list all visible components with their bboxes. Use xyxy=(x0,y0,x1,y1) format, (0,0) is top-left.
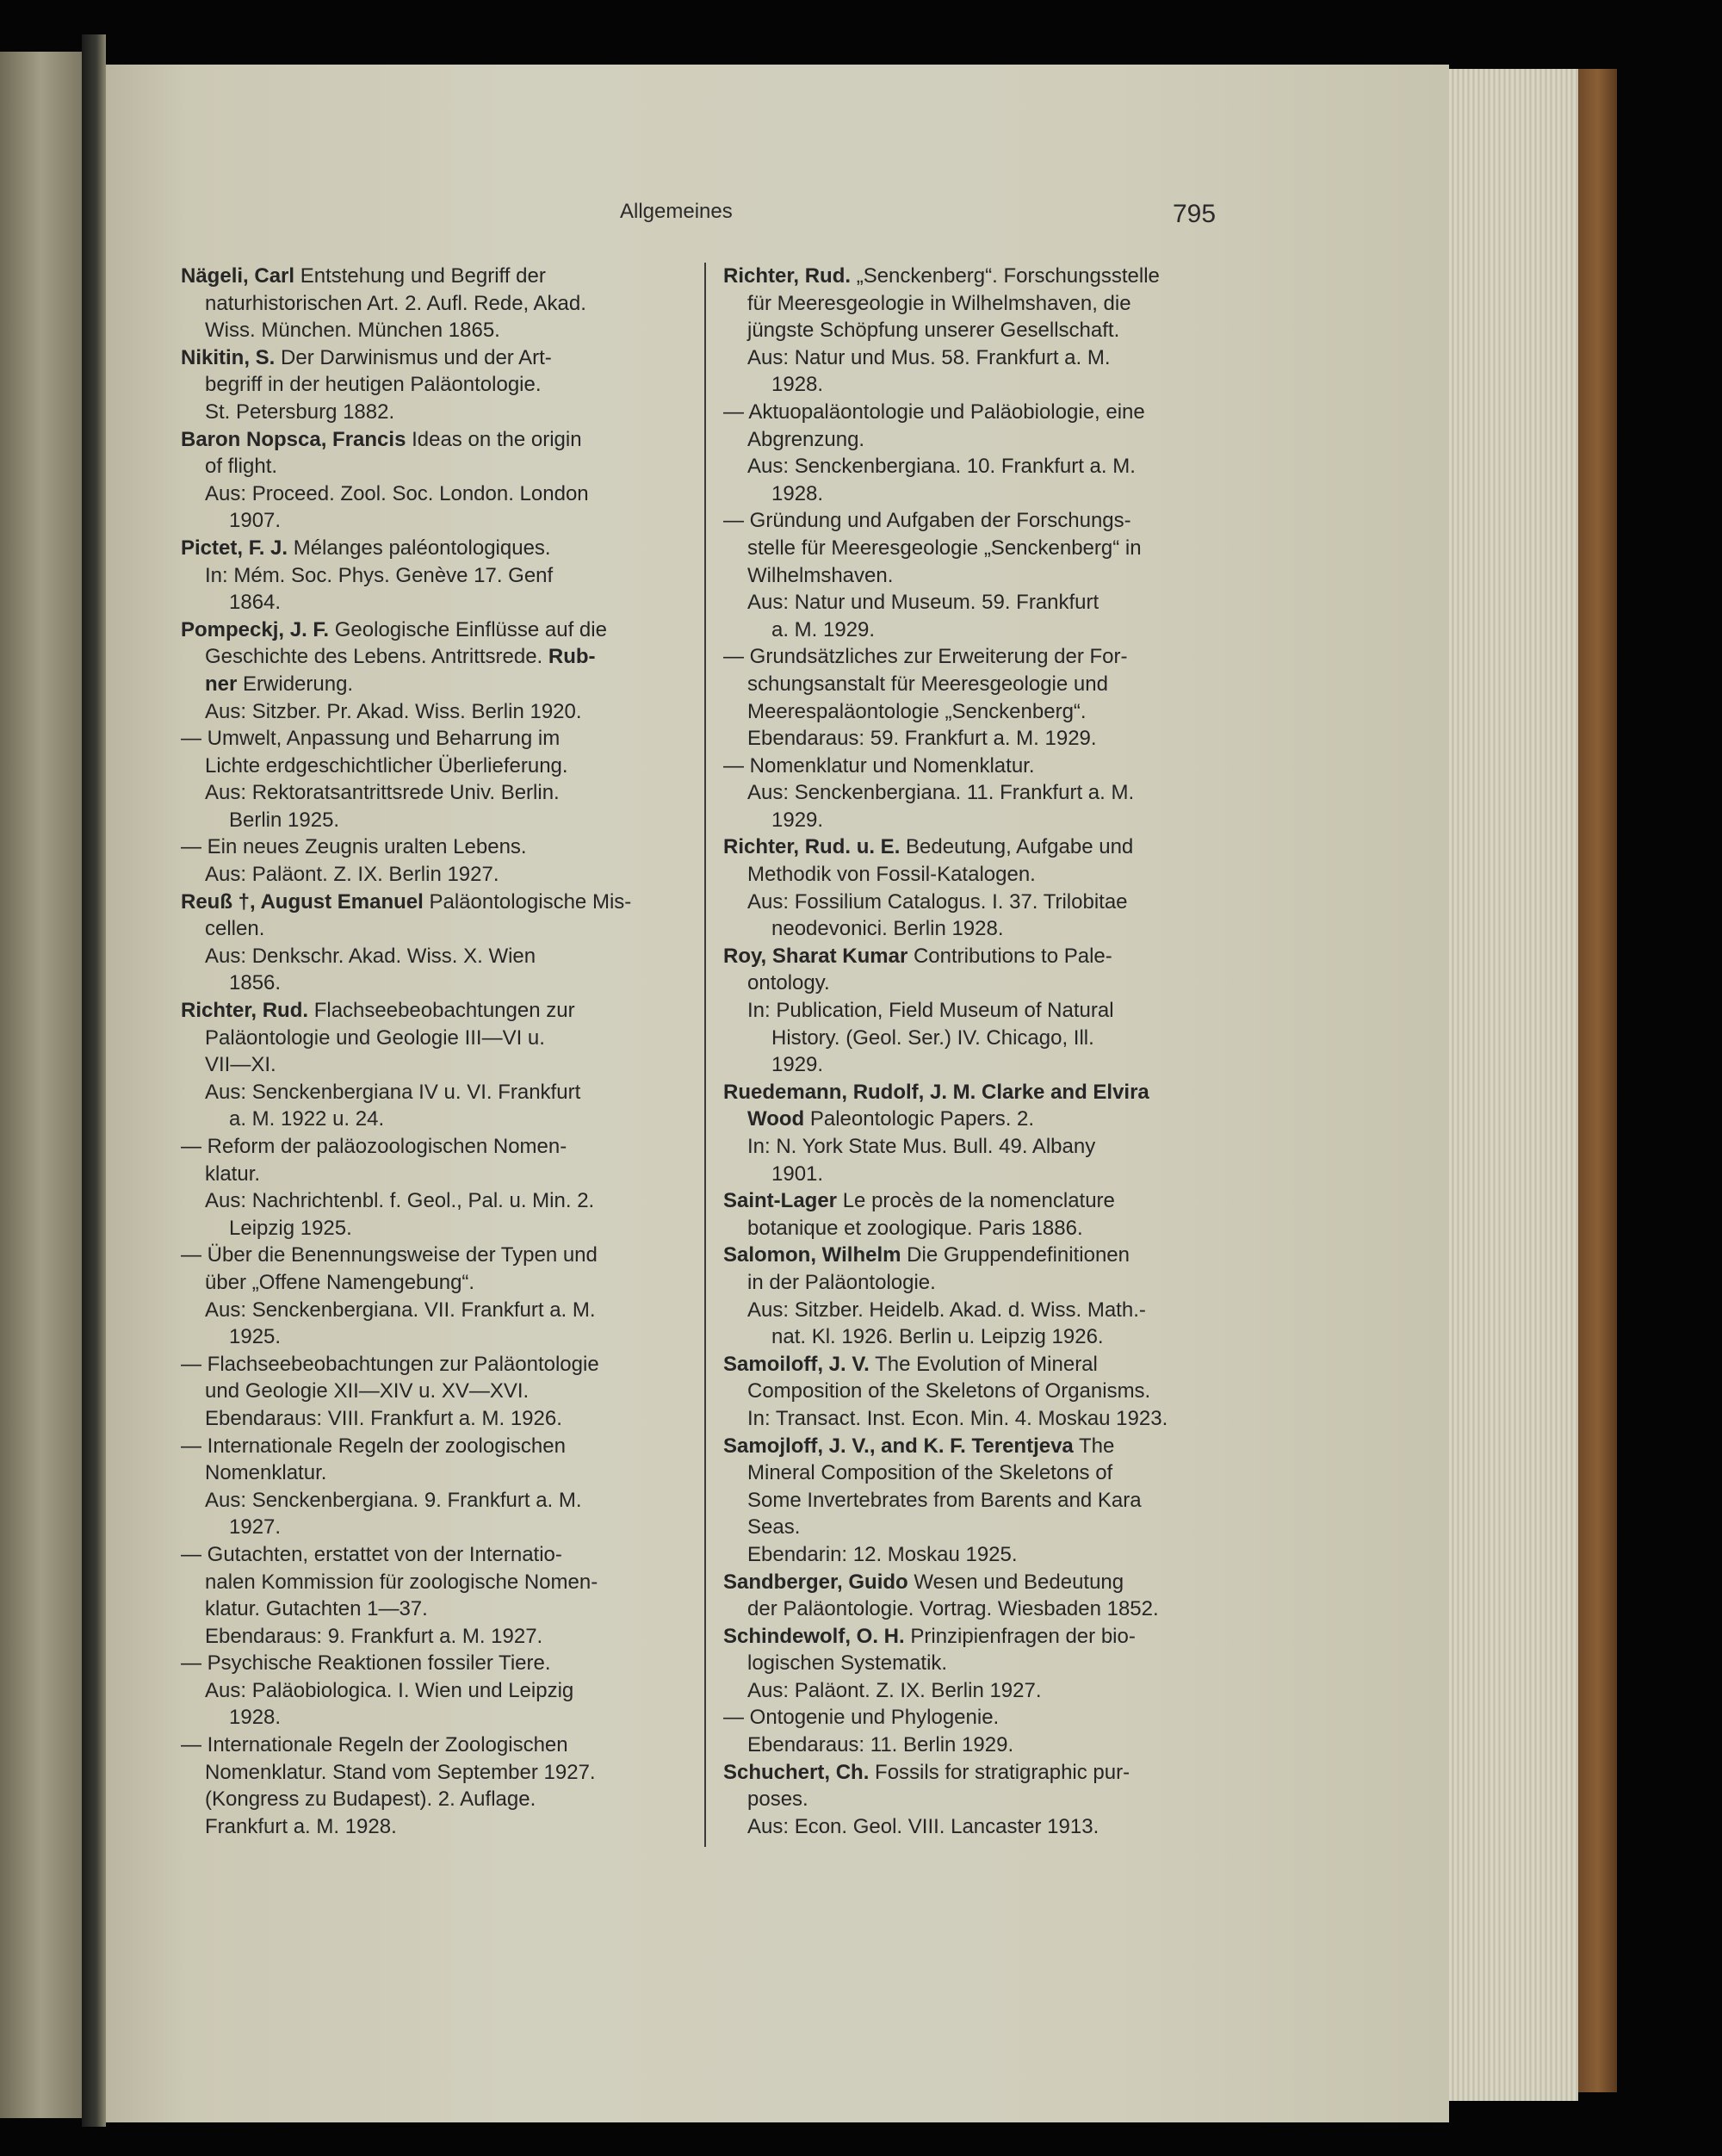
entry-line: 1864. xyxy=(229,591,282,615)
entry-line: Aus: Paläobiologica. I. Wien und Leipzig xyxy=(205,1678,574,1702)
entry-line: Methodik von Fossil-Katalogen. xyxy=(747,863,1036,887)
entry-line: 1928. xyxy=(771,373,824,397)
entry-line: Salomon, Wilhelm Die Gruppendefinitionen xyxy=(723,1243,1130,1267)
entry-line: Mineral Composition of the Skeletons of xyxy=(747,1461,1113,1485)
entry-line: Nikitin, S. Der Darwinismus und der Art- xyxy=(181,345,552,369)
entry-line: botanique et zoologique. Paris 1886. xyxy=(747,1216,1083,1240)
entry-line: Aus: Senckenbergiana. 9. Frankfurt a. M. xyxy=(205,1488,582,1512)
entry-line: In: N. York State Mus. Bull. 49. Albany xyxy=(747,1135,1096,1158)
entry-line: Meerespaläontologie „Senckenberg“. xyxy=(747,699,1087,723)
entry-line: — Gutachten, erstattet von der Internatio- xyxy=(181,1542,562,1566)
entry-line: Roy, Sharat Kumar Contributions to Pale- xyxy=(723,944,1112,968)
entry-line: — Über die Benennungsweise der Typen und xyxy=(181,1243,598,1267)
entry-line: Aus: Rektoratsantrittsrede Univ. Berlin. xyxy=(205,781,560,805)
entry-line: Ruedemann, Rudolf, J. M. Clarke and Elvira xyxy=(723,1080,1149,1104)
entry-line: Richter, Rud. Flachseebeobachtungen zur xyxy=(181,999,575,1023)
entry-line: ner Erwiderung. xyxy=(205,672,354,696)
entry-line: Schindewolf, O. H. Prinzipienfragen der bio- xyxy=(723,1624,1136,1648)
entry-line: — Internationale Regeln der Zoologischen xyxy=(181,1733,568,1757)
entry-line: Aus: Senckenbergiana. 10. Frankfurt a. M. xyxy=(747,455,1136,479)
entry-line: 1927. xyxy=(229,1515,282,1540)
entry-line: 1929. xyxy=(771,1053,824,1077)
bibliography-entry xyxy=(181,1541,691,1650)
entry-line: 1856. xyxy=(229,971,282,995)
bibliography-entry xyxy=(723,943,1233,1079)
page-number: 795 xyxy=(1173,200,1217,228)
entry-line: In: Transact. Inst. Econ. Min. 4. Moskau 1923. xyxy=(747,1406,1168,1430)
entry-line: klatur. xyxy=(205,1162,261,1186)
entry-line: — Internationale Regeln der zoologischen xyxy=(181,1434,566,1458)
bibliography-entry xyxy=(181,344,691,426)
entry-line: Nägeli, Carl Entstehung und Begriff der xyxy=(181,264,546,288)
entry-line: Nomenklatur. Stand vom September 1927. xyxy=(205,1760,596,1784)
entry-line: begriff in der heutigen Paläontologie. xyxy=(205,373,542,397)
bibliography-entry xyxy=(723,643,1233,752)
bibliography-entry xyxy=(723,1704,1233,1758)
bibliography-entry xyxy=(723,753,1233,834)
bibliography-entry xyxy=(723,833,1233,942)
book-cover-edge xyxy=(1578,69,1617,2092)
entry-line: Aus: Senckenbergiana IV u. VI. Frankfurt xyxy=(205,1080,581,1104)
left-column xyxy=(181,263,691,1840)
entry-line: Richter, Rud. u. E. Bedeutung, Aufgabe und xyxy=(723,835,1134,859)
entry-line: Lichte erdgeschichtlicher Überlieferung. xyxy=(205,753,568,778)
entry-line: Samoiloff, J. V. The Evolution of Mineral xyxy=(723,1352,1098,1376)
entry-line: Berlin 1925. xyxy=(229,808,340,832)
entry-line: schungsanstalt für Meeresgeologie und xyxy=(747,672,1108,696)
bibliography-entry xyxy=(723,1351,1233,1433)
entry-line: neodevonici. Berlin 1928. xyxy=(771,917,1004,941)
bibliography-entry xyxy=(181,1650,691,1732)
bibliography-entry xyxy=(723,263,1233,399)
bibliography-entry xyxy=(723,507,1233,643)
bibliography-entry xyxy=(181,1133,691,1242)
entry-line: Aus: Natur und Mus. 58. Frankfurt a. M. xyxy=(747,345,1111,369)
column-rule xyxy=(704,263,706,1847)
right-column xyxy=(723,263,1233,1840)
bibliography-entry xyxy=(723,1187,1233,1242)
entry-line: Composition of the Skeletons of Organisms. xyxy=(747,1379,1151,1403)
bibliography-entry xyxy=(723,1433,1233,1569)
entry-line: Richter, Rud. „Senckenberg“. Forschungsstelle xyxy=(723,264,1160,288)
entry-line: Wood Paleontologic Papers. 2. xyxy=(747,1107,1035,1131)
running-header: Allgemeines xyxy=(620,200,733,223)
page-edges xyxy=(1449,69,1578,2101)
entry-line: Abgrenzung. xyxy=(747,427,865,451)
entry-line: Leipzig 1925. xyxy=(229,1216,352,1240)
entry-line: poses. xyxy=(747,1787,808,1812)
entry-line: Sandberger, Guido Wesen und Bedeutung xyxy=(723,1570,1124,1594)
left-page-edge xyxy=(0,52,82,2118)
entry-line: Saint-Lager Le procès de la nomenclature xyxy=(723,1189,1115,1213)
bibliography-entry xyxy=(181,1732,691,1840)
entry-line: und Geologie XII—XIV u. XV—XVI. xyxy=(205,1379,530,1403)
entry-line: Some Invertebrates from Barents and Kara xyxy=(747,1488,1142,1512)
entry-line: — Grundsätzliches zur Erweiterung der For- xyxy=(723,645,1128,669)
bibliography-entry xyxy=(181,889,691,997)
entry-line: Nomenklatur. xyxy=(205,1461,327,1485)
entry-line: für Meeresgeologie in Wilhelmshaven, die xyxy=(747,291,1131,315)
entry-line: Aus: Econ. Geol. VIII. Lancaster 1913. xyxy=(747,1814,1099,1838)
entry-line: Aus: Sitzber. Pr. Akad. Wiss. Berlin 1920. xyxy=(205,699,582,723)
entry-line: 1907. xyxy=(229,509,282,533)
entry-line: Aus: Natur und Museum. 59. Frankfurt xyxy=(747,591,1099,615)
entry-line: Aus: Nachrichtenbl. f. Geol., Pal. u. Min. 2. xyxy=(205,1189,595,1213)
entry-line: Wiss. München. München 1865. xyxy=(205,319,500,343)
entry-line: — Ein neues Zeugnis uralten Lebens. xyxy=(181,835,527,859)
entry-line: 1928. xyxy=(771,481,824,505)
entry-line: VII—XI. xyxy=(205,1053,276,1077)
entry-line: of flight. xyxy=(205,455,278,479)
entry-line: Pompeckj, J. F. Geologische Einflüsse auf die xyxy=(181,617,607,641)
entry-line: Ebendaraus: 59. Frankfurt a. M. 1929. xyxy=(747,727,1097,751)
entry-line: Wilhelmshaven. xyxy=(747,563,894,587)
entry-line: Ebendarin: 12. Moskau 1925. xyxy=(747,1542,1018,1566)
bibliography-entry xyxy=(181,725,691,833)
entry-line: Baron Nopsca, Francis Ideas on the origin xyxy=(181,427,582,451)
entry-line: a. M. 1922 u. 24. xyxy=(229,1107,385,1131)
bibliography-entry xyxy=(723,1623,1233,1705)
entry-line: Aus: Proceed. Zool. Soc. London. London xyxy=(205,481,589,505)
entry-line: Ebendaraus: VIII. Frankfurt a. M. 1926. xyxy=(205,1406,562,1430)
bibliography-entry xyxy=(181,1242,691,1350)
entry-line: Paläontologie und Geologie III—VI u. xyxy=(205,1025,545,1050)
entry-line: Seas. xyxy=(747,1515,801,1540)
entry-line: Schuchert, Ch. Fossils for stratigraphic pur- xyxy=(723,1760,1130,1784)
bibliography-entry xyxy=(181,997,691,1133)
entry-line: Aus: Senckenbergiana. 11. Frankfurt a. M. xyxy=(747,781,1135,805)
entry-line: Frankfurt a. M. 1928. xyxy=(205,1814,397,1838)
entry-line: Aus: Paläont. Z. IX. Berlin 1927. xyxy=(747,1678,1042,1702)
entry-line: cellen. xyxy=(205,917,265,941)
book-gutter xyxy=(82,34,106,2127)
entry-line: St. Petersburg 1882. xyxy=(205,400,395,424)
entry-line: nalen Kommission für zoologische Nomen- xyxy=(205,1570,598,1594)
entry-line: in der Paläontologie. xyxy=(747,1270,936,1294)
entry-line: — Psychische Reaktionen fossiler Tiere. xyxy=(181,1651,551,1676)
entry-line: — Reform der paläozoologischen Nomen- xyxy=(181,1135,567,1158)
bibliography-entry xyxy=(723,399,1233,507)
entry-line: Reuß †, August Emanuel Paläontologische Mis- xyxy=(181,889,632,914)
entry-line: 1929. xyxy=(771,808,824,832)
entry-line: nat. Kl. 1926. Berlin u. Leipzig 1926. xyxy=(771,1325,1104,1349)
entry-line: Aus: Sitzber. Heidelb. Akad. d. Wiss. Math.- xyxy=(747,1298,1146,1322)
entry-line: 1928. xyxy=(229,1706,282,1730)
entry-line: Geschichte des Lebens. Antrittsrede. Rub- xyxy=(205,645,596,669)
entry-line: In: Publication, Field Museum of Natural xyxy=(747,999,1114,1023)
bibliography-entry xyxy=(181,426,691,535)
entry-line: klatur. Gutachten 1—37. xyxy=(205,1597,428,1621)
entry-line: Pictet, F. J. Mélanges paléontologiques. xyxy=(181,536,551,560)
entry-line: Aus: Denkschr. Akad. Wiss. X. Wien xyxy=(205,944,536,968)
entry-line: Ebendaraus: 11. Berlin 1929. xyxy=(747,1733,1014,1757)
bibliography-entry xyxy=(723,1242,1233,1350)
entry-line: ontology. xyxy=(747,971,830,995)
entry-line: — Ontogenie und Phylogenie. xyxy=(723,1706,1000,1730)
bibliography-entry xyxy=(181,1433,691,1541)
bibliography-entry xyxy=(723,1759,1233,1841)
bibliography-entry xyxy=(181,833,691,888)
entry-line: 1901. xyxy=(771,1162,824,1186)
entry-line: Aus: Paläont. Z. IX. Berlin 1927. xyxy=(205,863,499,887)
entry-line: In: Mém. Soc. Phys. Genève 17. Genf xyxy=(205,563,554,587)
bibliography-entry xyxy=(181,1351,691,1433)
entry-line: logischen Systematik. xyxy=(747,1651,948,1676)
bibliography-entry xyxy=(181,616,691,725)
entry-line: — Gründung und Aufgaben der Forschungs- xyxy=(723,509,1131,533)
bibliography-entry xyxy=(723,1569,1233,1623)
entry-line: Aus: Senckenbergiana. VII. Frankfurt a. M. xyxy=(205,1298,596,1322)
entry-line: — Flachseebeobachtungen zur Paläontologie xyxy=(181,1352,599,1376)
entry-line: über „Offene Namengebung“. xyxy=(205,1270,475,1294)
bibliography-entry xyxy=(723,1079,1233,1187)
entry-line: — Umwelt, Anpassung und Beharrung im xyxy=(181,727,561,751)
bibliography-entry xyxy=(181,535,691,616)
entry-line: Samojloff, J. V., and K. F. Terentjeva The xyxy=(723,1434,1115,1458)
entry-line: naturhistorischen Art. 2. Aufl. Rede, Akad. xyxy=(205,291,586,315)
entry-line: Ebendaraus: 9. Frankfurt a. M. 1927. xyxy=(205,1624,543,1648)
entry-line: (Kongress zu Budapest). 2. Auflage. xyxy=(205,1787,536,1812)
entry-line: a. M. 1929. xyxy=(771,617,876,641)
entry-line: — Aktuopaläontologie und Paläobiologie, eine xyxy=(723,400,1145,424)
entry-line: — Nomenklatur und Nomenklatur. xyxy=(723,753,1035,778)
bibliography-entry xyxy=(181,263,691,344)
entry-line: der Paläontologie. Vortrag. Wiesbaden 1852. xyxy=(747,1597,1159,1621)
entry-line: Aus: Fossilium Catalogus. I. 37. Trilobitae xyxy=(747,889,1128,914)
entry-line: jüngste Schöpfung unserer Gesellschaft. xyxy=(747,319,1120,343)
entry-line: History. (Geol. Ser.) IV. Chicago, Ill. xyxy=(771,1025,1094,1050)
entry-line: 1925. xyxy=(229,1325,282,1349)
entry-line: stelle für Meeresgeologie „Senckenberg“ in xyxy=(747,536,1142,560)
